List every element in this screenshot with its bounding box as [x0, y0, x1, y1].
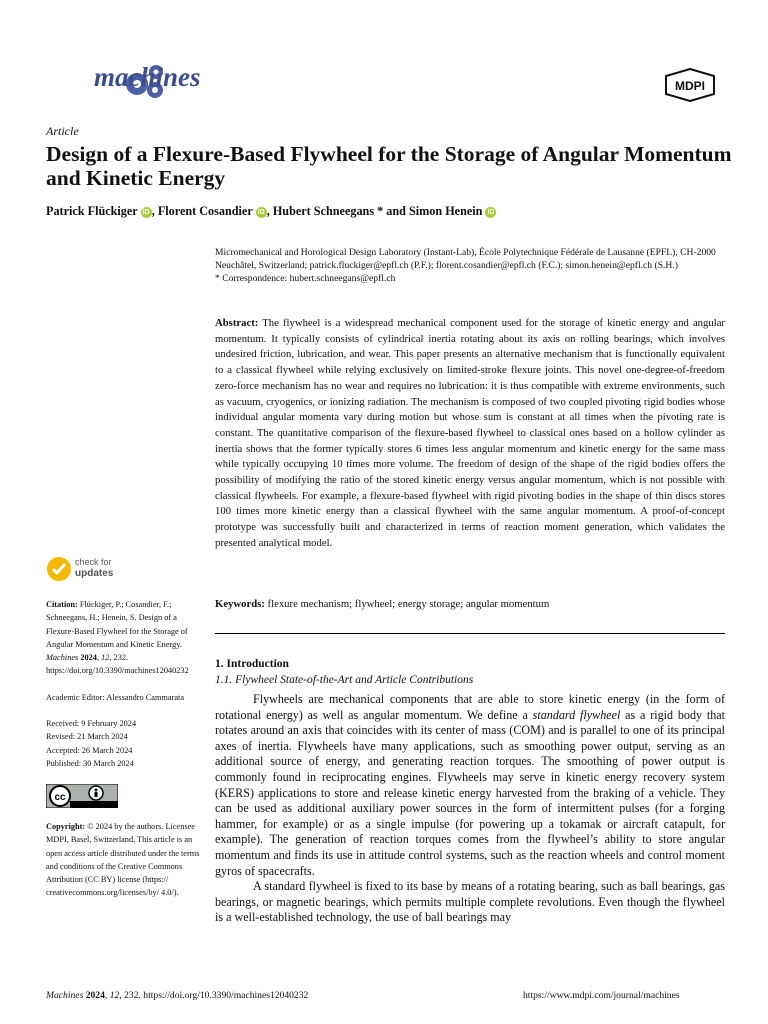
keywords [215, 598, 725, 610]
footer-citation [46, 990, 308, 1001]
author-name[interactable]: Florent Cosandier [157, 204, 253, 218]
article-type: Article [46, 124, 79, 138]
check-for-updates-badge[interactable] [46, 556, 166, 582]
sidebar [46, 598, 201, 900]
paragraph-text: Flywheels are mechanical components that are able to store kinetic energy (in the form of rotational energy) as well as angular momentum. We define a [215, 692, 725, 722]
citation-text: Flückiger, P.; Cosandier, F.; Schneegans, H.; Henein, S. Design of a Flexure-Based Flywheel for the Storage of Angular Momentum and Kinetic Energy. [46, 600, 188, 649]
footer-url[interactable]: https://www.mdpi.com/journal/machines [523, 990, 680, 1001]
date-published: Published: 30 March 2024 [46, 759, 134, 769]
academic-editor: Academic Editor: Alessandro Cammarata [46, 692, 185, 702]
check-label-top: check for [75, 557, 112, 567]
orcid-icon[interactable]: iD [487, 209, 495, 216]
cc-by-icon[interactable] [46, 784, 118, 808]
section-divider [215, 633, 725, 634]
mdpi-logo [664, 68, 716, 102]
correspondence: * Correspondence: hubert.schneegans@epfl.ch [215, 273, 396, 284]
footer-doi[interactable]: , 232. https://doi.org/10.3390/machines12040232 [119, 990, 309, 1001]
journal-name: machines [94, 62, 201, 92]
dates [46, 717, 201, 771]
abstract-text: The flywheel is a widespread mechanical component used for the storage of kinetic energy and angular momentum. It typically consists of cylindrical inertia rotating about its axis on rolling bearings, which involves undesired friction, lubrication, and wear. This paper presents an alternative mechanism that is functionally equivalent to a classical flywheel while relying exclusively on limited-stroke flexure joints. This novel one-degree-of-freedom zero-force mechanism has no wear and requires no lubrication: it is thus compatible with extreme environments, such as vacuum, cryogenics, or ionizing radiation. The mechanism is composed of two coupled pivoting rigid bodies whose individual angular momenta vary during motion but whose sum is constant at all times when the pivoting rate is constant. The quantitative comparison of the flexure-based flywheel to classical ones based on a hollow cylinder as inertia shows that the former typically stores 6 times less angular momentum and kinetic energy for the same mass while typically occupying 10 times more volume. The freedom of design of the shape of the rigid bodies offers the possibility of modifying the ratio of the stored kinetic energy versus angular momentum, which is not possible with classical flywheels. For example, a flexure-based flywheel with rigid pivoting bodies in the shape of thin discs stores 100 times more kinetic energy than a classical flywheel with the same angular momentum. A proof-of-concept prototype was successfully built and characterized in terms of reaction moment generation, which validates the presented analytical model. [215, 317, 725, 549]
subsection-heading: 1.1. Flywheel State-of-the-Art and Article Contributions [215, 674, 474, 686]
svg-text:MDPI: MDPI [675, 79, 705, 93]
author-separator: , [151, 204, 158, 218]
article-title: Design of a Flexure-Based Flywheel for the Storage of Angular Momentum and Kinetic Energy [46, 142, 732, 190]
footer-separator: , [104, 990, 110, 1001]
date-received: Received: 9 February 2024 [46, 719, 137, 729]
footer-journal: Machines [46, 990, 84, 1001]
copyright [46, 820, 201, 900]
copyright-text: © 2024 by the authors. Licensee MDPI, Basel, Switzerland. This article is an open access article distributed under the terms and conditions of the Creative Commons Attribution (CC BY) license (https:// creativecommons.org/licenses/by/ 4.0/). [46, 822, 200, 898]
paragraph [215, 692, 725, 879]
check-label-bottom: updates [75, 568, 114, 579]
date-revised: Revised: 21 March 2024 [46, 732, 128, 742]
author-name[interactable]: Patrick Flückiger [46, 204, 138, 218]
section-heading: 1. Introduction [215, 658, 289, 670]
author-name[interactable]: Simon Henein [408, 204, 483, 218]
citation-separator: , [96, 653, 102, 663]
footer-year: 2024 [83, 990, 105, 1001]
orcid-icon[interactable]: iD [257, 209, 265, 216]
citation-label: Citation: [46, 600, 78, 609]
check-updates-icon [46, 556, 72, 582]
abstract [215, 316, 725, 552]
paragraph-text: as a rigid body that rotates around an axis that coincides with its center of mass (COM) and is parallel to one of its principal axes of inertia. Flywheels have many applications, such as smoothing power output, serving as an additional source of energy, and generating reaction torques. The smoothing of power output is commonly found in reciprocating engines. Flywheels may serve in kinetic energy recovery system (KERS) applications to store and release kinetic energy harvested from the braking of a vehicle. They can be used as additional auxiliary power sources in the form of intermittent pulses (for a forging hammer, for example) or as a single impulse (for powering up a tokamak or aircraft catapult, for example). The generation of reaction torques comes from the flywheel’s ability to store angular momentum and finds its use in attitude control systems, such as the reaction wheels and control moment gyros of spacecrafts. [215, 707, 725, 878]
affiliation [215, 246, 725, 285]
orcid-icon[interactable]: iD [142, 209, 150, 216]
body-text [215, 692, 725, 926]
copyright-label: Copyright: [46, 822, 86, 831]
paragraph: A standard flywheel is fixed to its base by means of a rotating bearing, such as ball bearings, gas bearings, or magnetic bearings, which permits multiple complete revolutions. Even though the flywheel is a well-established technology, the use of ball bearings may [215, 879, 725, 925]
svg-text:cc: cc [54, 791, 66, 803]
date-accepted: Accepted: 26 March 2024 [46, 745, 133, 755]
author-list [46, 204, 496, 219]
footer-volume: 12 [109, 990, 120, 1001]
abstract-label: Abstract: [215, 317, 259, 329]
author-name[interactable]: Hubert Schneegans * [272, 204, 384, 218]
citation [46, 598, 201, 678]
keywords-label: Keywords: [215, 598, 265, 610]
citation-year: 2024 [78, 653, 97, 663]
author-separator: , [266, 204, 273, 218]
affiliation-text: Micromechanical and Horological Design Laboratory (Instant-Lab), École Polytechnique Fédérale de Lausanne (EPFL), CH-2000 Neuchâtel, Switzerland; patrick.fluckiger@epfl.ch (P.F.); florent.cosandier@epfl.ch (F.C.); simon.henein@epfl.ch (S.H.) [215, 247, 716, 271]
emphasis-text: standard flywheel [532, 707, 621, 722]
keywords-text: flexure mechanism; flywheel; energy storage; angular momentum [267, 598, 550, 610]
author-separator: and [383, 204, 409, 218]
citation-journal: Machines [46, 653, 79, 663]
citation-doi[interactable]: , 232. https://doi.org/10.3390/machines12040232 [46, 653, 189, 676]
citation-volume: 12 [101, 653, 110, 663]
